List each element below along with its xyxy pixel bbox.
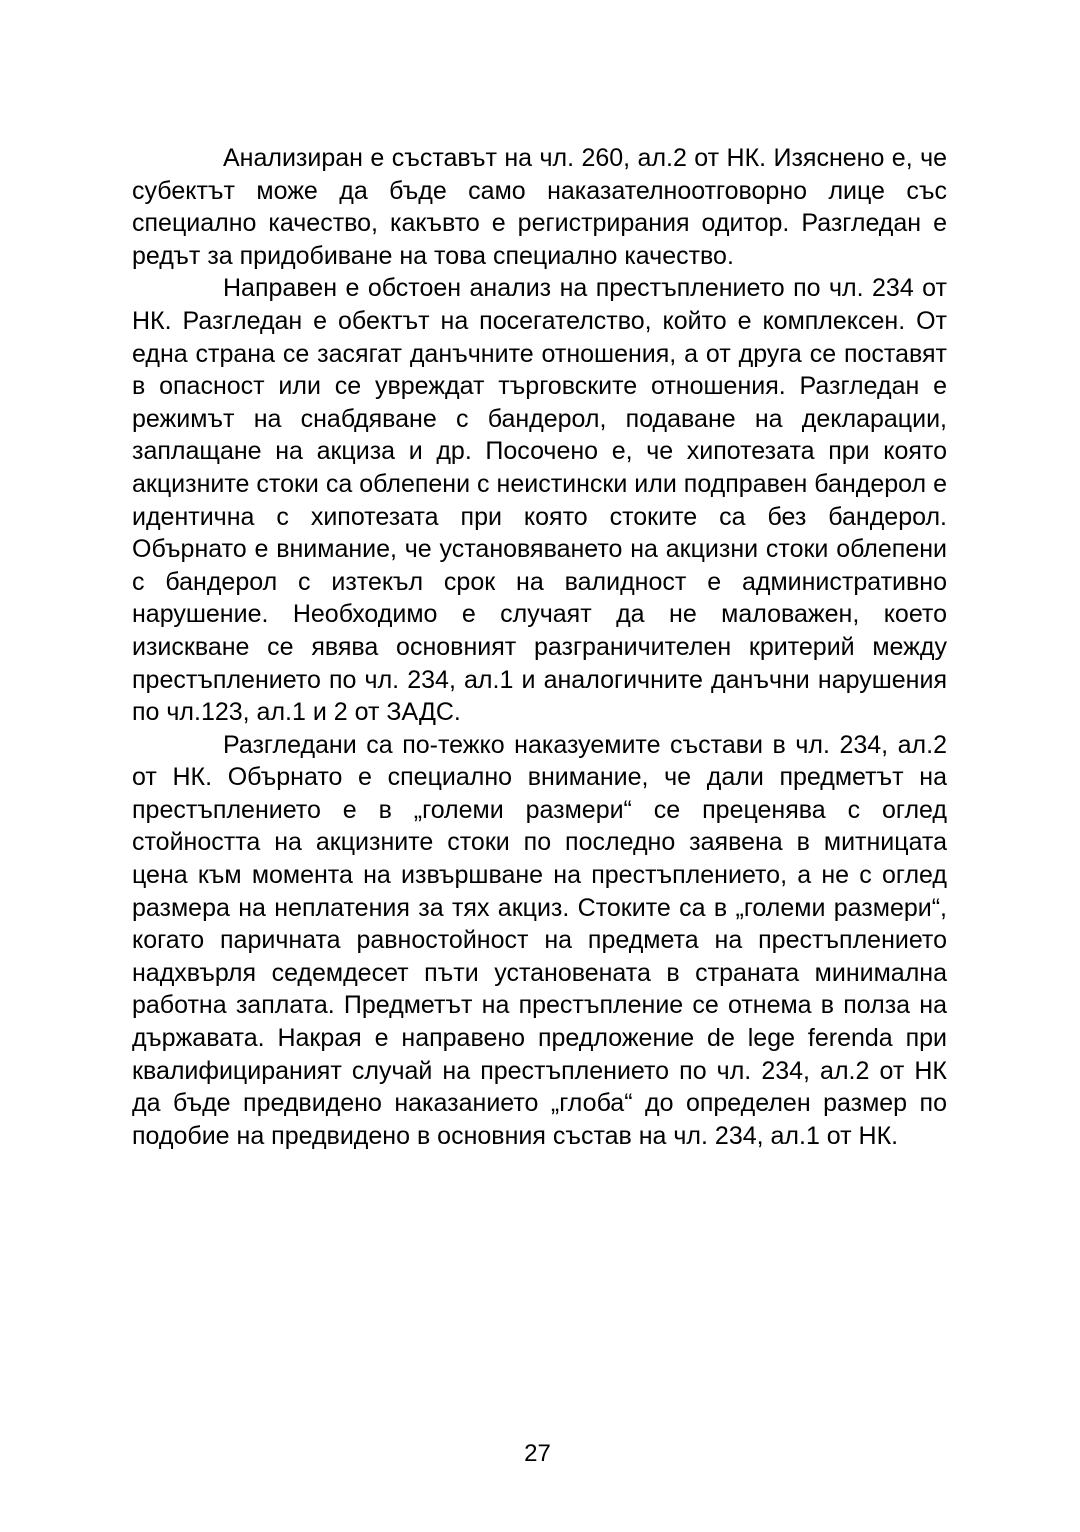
paragraph-2: Направен е обстоен анализ на престъплението по чл. 234 от НК. Разгледан е обектът на посегателство, който е комплексен. От една страна се засягат данъчните отношения, а от друга се поставят в опасност или се увреждат търговските отношения. Разгледан е режимът на снабдяване с бандерол, подаване на декларации, заплащане на акциза и др. Посочено е, че хипотезата при която акцизните стоки са облепени с неистински или подправен бандерол е идентична с хипотезата при която стоките са без бандерол. Обърнато е внимание, че установяването на акцизни стоки облепени с бандерол с изтекъл срок на валидност е административно нарушение. Необходимо е случаят да не маловажен, което изискване се явява основният разграничителен критерий между престъплението по чл. 234, ал.1 и аналогичните данъчни нарушения по чл.123, ал.1 и 2 от ЗАДС.	[132, 274, 947, 727]
body-text	[132, 142, 947, 1152]
page-number: 27	[524, 1440, 551, 1467]
paragraph-3: Разгледани са по-тежко наказуемите състави в чл. 234, ал.2 от НК. Обърнато е специално внимание, че дали предметът на престъплението е в „големи размери“ се преценява с оглед стойността на акцизните стоки по последно заявена в митницата цена към момента на извършване на престъплението, а не с оглед размера на неплатения за тях акциз. Стоките са в „големи размери“, когато паричната равностойност на предмета на престъплението надхвърля седемдесет пъти установената в страната минимална работна заплата. Предметът на престъпление се отнема в полза на държавата. Накрая е направено предложение de lege ferenda при квалифицираният случай на престъплението по чл. 234, ал.2 от НК да бъде предвидено наказанието „глоба“ до определен размер по подобие на предвидено в основния състав на чл. 234, ал.1 от НК.	[132, 730, 947, 1150]
paragraph-1: Анализиран е съставът на чл. 260, ал.2 от НК. Изяснено е, че субектът може да бъде само наказателноотговорно лице със специално качество, какъвто е регистрирания одитор. Разгледан е редът за придобиване на това специално качество.	[132, 144, 947, 270]
